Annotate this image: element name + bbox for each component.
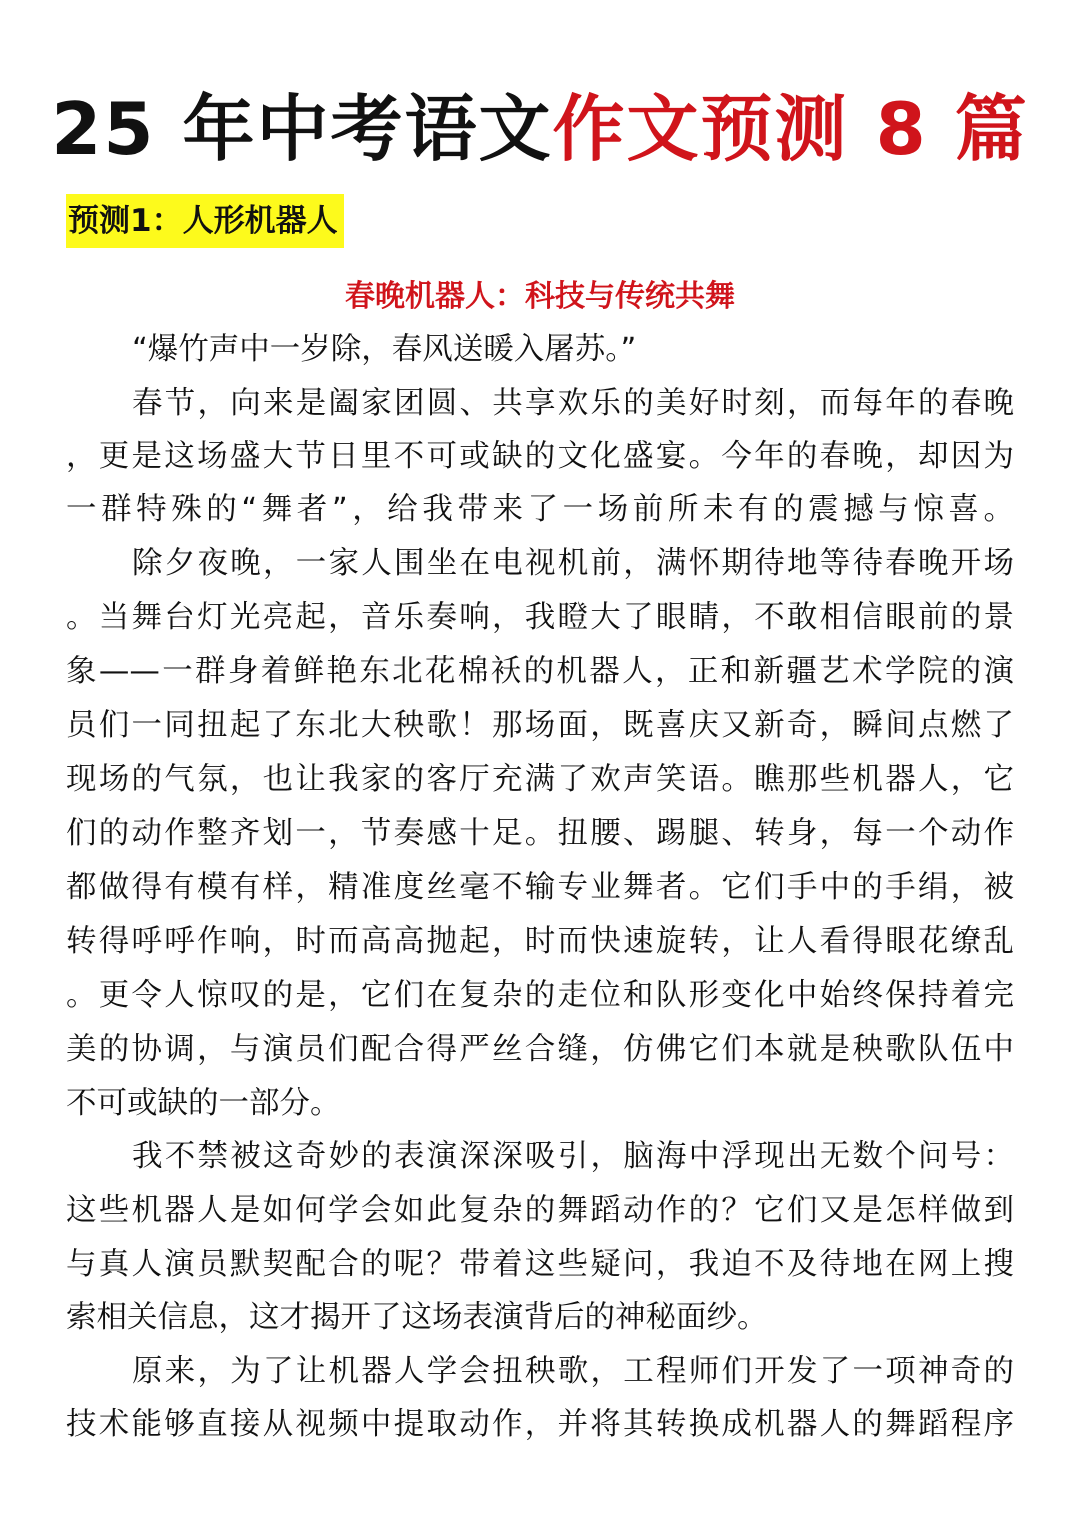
essay-line: 象——一群身着鲜艳东北花棉袄的机器人，正和新疆艺术学院的演 (66, 654, 1014, 689)
page-title-black: 25 年中考语文 (51, 87, 553, 171)
essay-line: 。更令人惊叹的是，它们在复杂的走位和队形变化中始终保持着完 (66, 978, 1014, 1013)
essay-line: “爆竹声中一岁除，春风送暖入屠苏。” (132, 332, 637, 367)
essay-line: 转得呼呼作响，时而高高抛起，时而快速旋转，让人看得眼花缭乱 (66, 924, 1014, 959)
essay-line: 索相关信息，这才揭开了这场表演背后的神秘面纱。 (66, 1300, 768, 1335)
page-title-red: 作文预测 8 篇 (552, 87, 1029, 171)
page-title (0, 84, 1080, 174)
essay-line: 员们一同扭起了东北大秧歌！那场面，既喜庆又新奇，瞬间点燃了 (66, 708, 1014, 743)
essay-title: 春晚机器人：科技与传统共舞 (345, 279, 735, 314)
essay-line: 一群特殊的“舞者”，给我带来了一场前所未有的震撼与惊喜。 (66, 492, 1014, 527)
essay-line: 不可或缺的一部分。 (66, 1086, 341, 1121)
essay-line: 我不禁被这奇妙的表演深深吸引，脑海中浮现出无数个问号： (132, 1139, 1014, 1174)
essay-line: 春节，向来是阖家团圆、共享欢乐的美好时刻，而每年的春晚 (132, 386, 1014, 421)
essay-line: 现场的气氛，也让我家的客厅充满了欢声笑语。瞧那些机器人，它 (66, 762, 1014, 797)
essay-line: 除夕夜晚，一家人围坐在电视机前，满怀期待地等待春晚开场 (132, 546, 1014, 581)
essay-line: 美的协调，与演员们配合得严丝合缝，仿佛它们本就是秧歌队伍中 (66, 1032, 1014, 1067)
essay-line: 与真人演员默契配合的呢？带着这些疑问，我迫不及待地在网上搜 (66, 1247, 1014, 1282)
essay-line: 技术能够直接从视频中提取动作，并将其转换成机器人的舞蹈程序 (66, 1407, 1014, 1442)
essay-line: ，更是这场盛大节日里不可或缺的文化盛宴。今年的春晚，却因为 (66, 439, 1014, 474)
essay-line: 这些机器人是如何学会如此复杂的舞蹈动作的？它们又是怎样做到 (66, 1193, 1014, 1228)
prediction-tag: 预测1：人形机器人 (66, 194, 344, 248)
essay-line: 们的动作整齐划一，节奏感十足。扭腰、踢腿、转身，每一个动作 (66, 816, 1014, 851)
essay-line: 都做得有模有样，精准度丝毫不输专业舞者。它们手中的手绢，被 (66, 870, 1014, 905)
essay-line: 原来，为了让机器人学会扭秧歌，工程师们开发了一项神奇的 (132, 1354, 1014, 1389)
essay-line: 。当舞台灯光亮起，音乐奏响，我瞪大了眼睛，不敢相信眼前的景 (66, 600, 1014, 635)
